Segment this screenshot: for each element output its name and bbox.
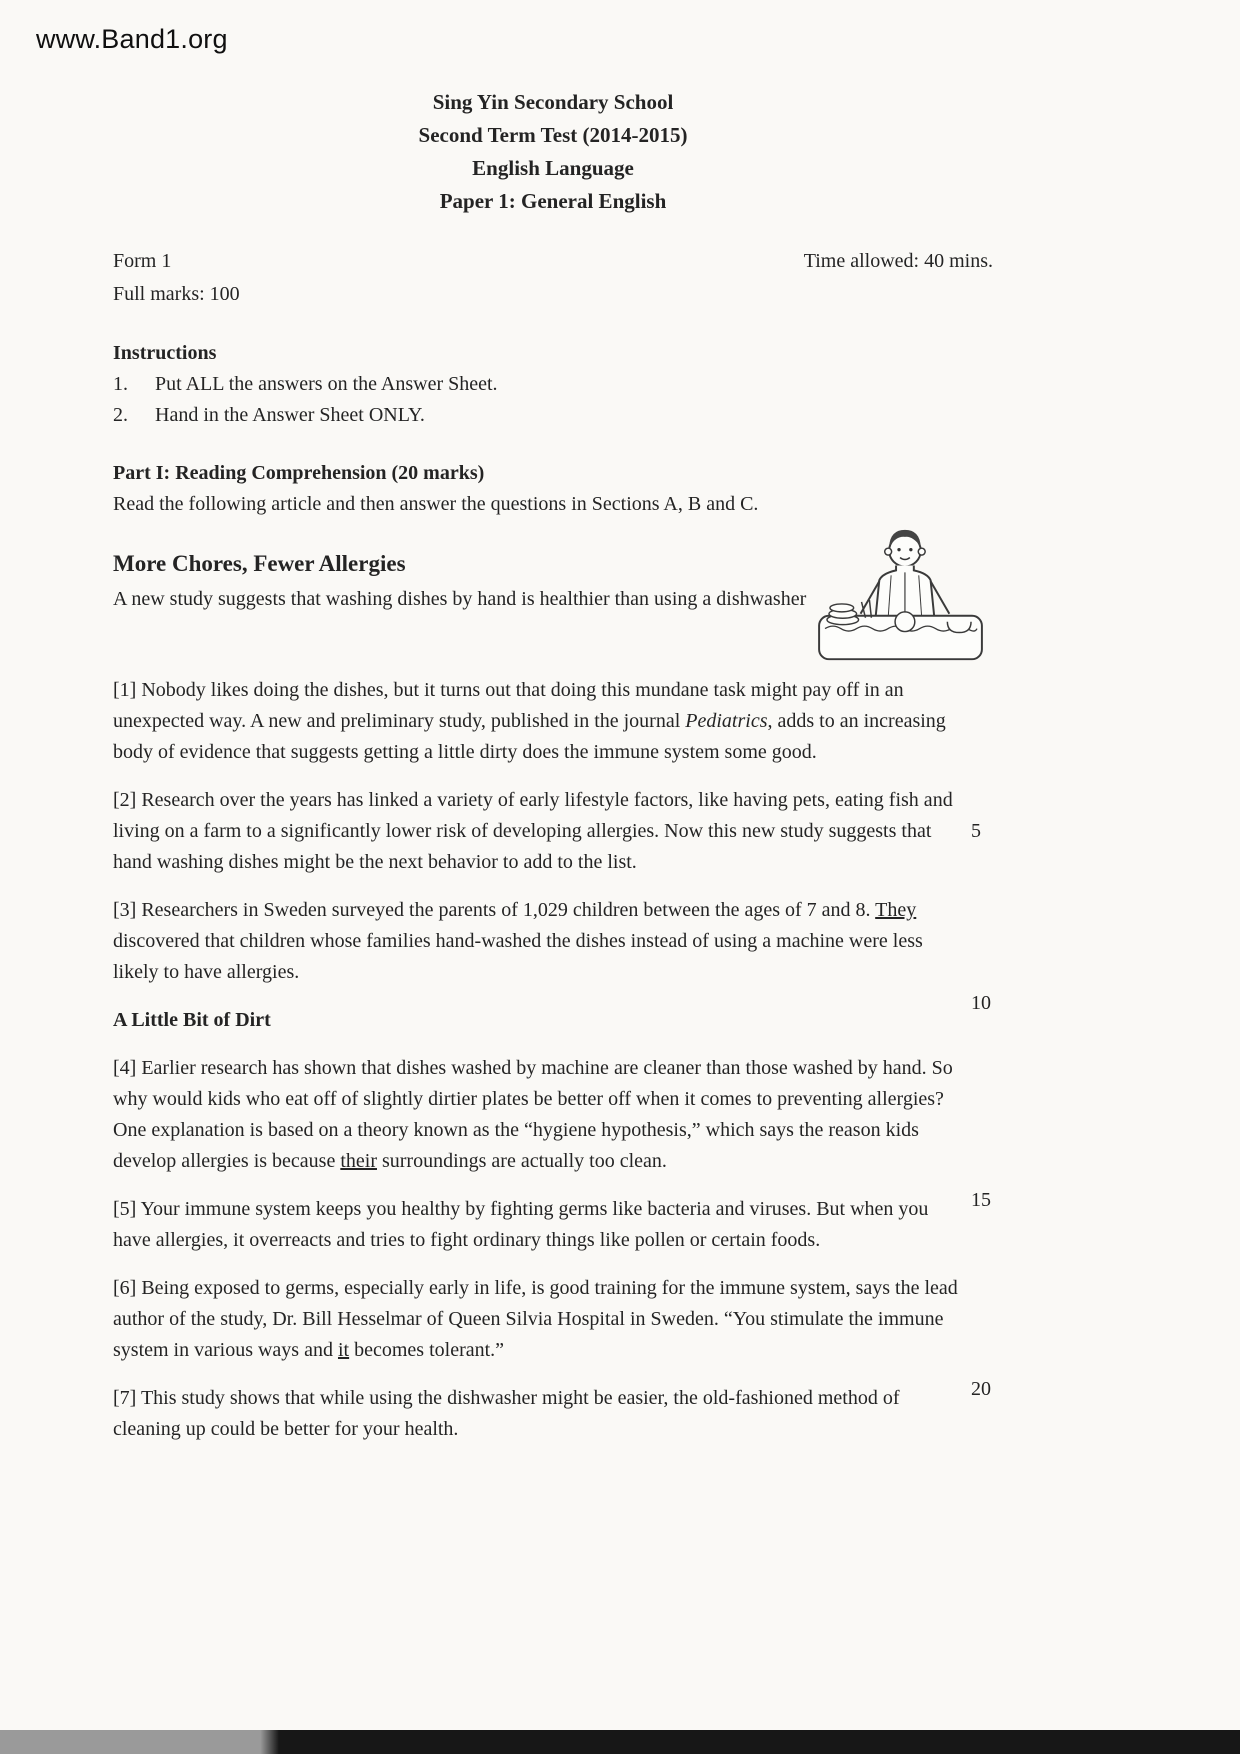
instruction-item	[113, 369, 993, 400]
title-block	[113, 86, 993, 218]
article-body	[113, 675, 993, 1445]
part1-section	[113, 458, 993, 520]
paragraph-7: [7] This study shows that while using the dishwasher might be easier, the old-fashioned method of cleaning up could be better for your health.	[113, 1387, 900, 1440]
dishwashing-illustration	[808, 525, 993, 673]
school-name: Sing Yin Secondary School	[432, 90, 674, 114]
article-section-heading: A Little Bit of Dirt	[113, 1009, 271, 1031]
bottom-scan-artifact	[0, 1730, 1240, 1754]
article-title: More Chores, Fewer Allergies	[113, 551, 406, 576]
line-number-5: 5	[971, 820, 981, 842]
instruction-text: Put ALL the answers on the Answer Sheet.	[155, 373, 498, 395]
paragraph-1: [1] Nobody likes doing the dishes, but it turns out that doing this mundane task might pay off in an unexpected way. A new and preliminary study, published in the journal Pediatrics, adds to an increasing body of evidence that suggests getting a little dirty does the immune system some good.	[113, 679, 946, 763]
instruction-text: Hand in the Answer Sheet ONLY.	[155, 404, 425, 426]
watermark-text: www.Band1.org	[36, 24, 228, 54]
form-label: Form 1	[113, 250, 172, 272]
article-subtitle: A new study suggests that washing dishes by hand is healthier than using a dishwasher	[113, 588, 807, 610]
page-content	[113, 0, 993, 1445]
article-header	[113, 547, 993, 647]
subject-name: English Language	[472, 156, 634, 180]
paper-name: Paper 1: General English	[439, 189, 667, 213]
line-number-10: 10	[971, 992, 991, 1014]
test-name: Second Term Test (2014-2015)	[418, 123, 688, 147]
instructions-section	[113, 338, 993, 431]
part1-intro: Read the following article and then answer the questions in Sections A, B and C.	[113, 493, 759, 515]
paragraph-3: [3] Researchers in Sweden surveyed the parents of 1,029 children between the ages of 7 and 8. They discovered that children whose families hand-washed the dishes instead of using a machine were less likely to have allergies.	[113, 899, 923, 983]
instruction-item	[113, 400, 993, 431]
paragraph-5: [5] Your immune system keeps you healthy by fighting germs like bacteria and viruses. But when you have allergies, it overreacts and tries to fight ordinary things like pollen or certain foods.	[113, 1198, 929, 1251]
instruction-number: 2.	[113, 404, 128, 426]
meta-row	[113, 246, 993, 277]
line-number-15: 15	[971, 1189, 991, 1211]
paragraph-6: [6] Being exposed to germs, especially early in life, is good training for the immune system, says the lead author of the study, Dr. Bill Hesselmar of Queen Silvia Hospital in Sweden. “You stimulate the immune system in various ways and it becomes tolerant.”	[113, 1277, 958, 1361]
line-number-20: 20	[971, 1378, 991, 1400]
reading-article	[113, 547, 993, 1445]
part1-heading: Part I: Reading Comprehension (20 marks)	[113, 462, 485, 484]
instruction-number: 1.	[113, 373, 128, 395]
time-allowed-label: Time allowed: 40 mins.	[803, 250, 993, 272]
instructions-heading: Instructions	[113, 342, 217, 364]
full-marks-label: Full marks: 100	[113, 283, 240, 305]
paragraph-2: [2] Research over the years has linked a variety of early lifestyle factors, like having pets, eating fish and living on a farm to a significantly lower risk of developing allergies. Now this new study suggests that hand washing dishes might be the next behavior to add to the list.	[113, 789, 953, 873]
paragraph-4: [4] Earlier research has shown that dishes washed by machine are cleaner than those washed by hand. So why would kids who eat off of slightly dirtier plates be better off when it comes to preventing allergies? One explanation is based on a theory known as the “hygiene hypothesis,” which says the reason kids develop allergies is because their surroundings are actually too clean.	[113, 1057, 953, 1172]
